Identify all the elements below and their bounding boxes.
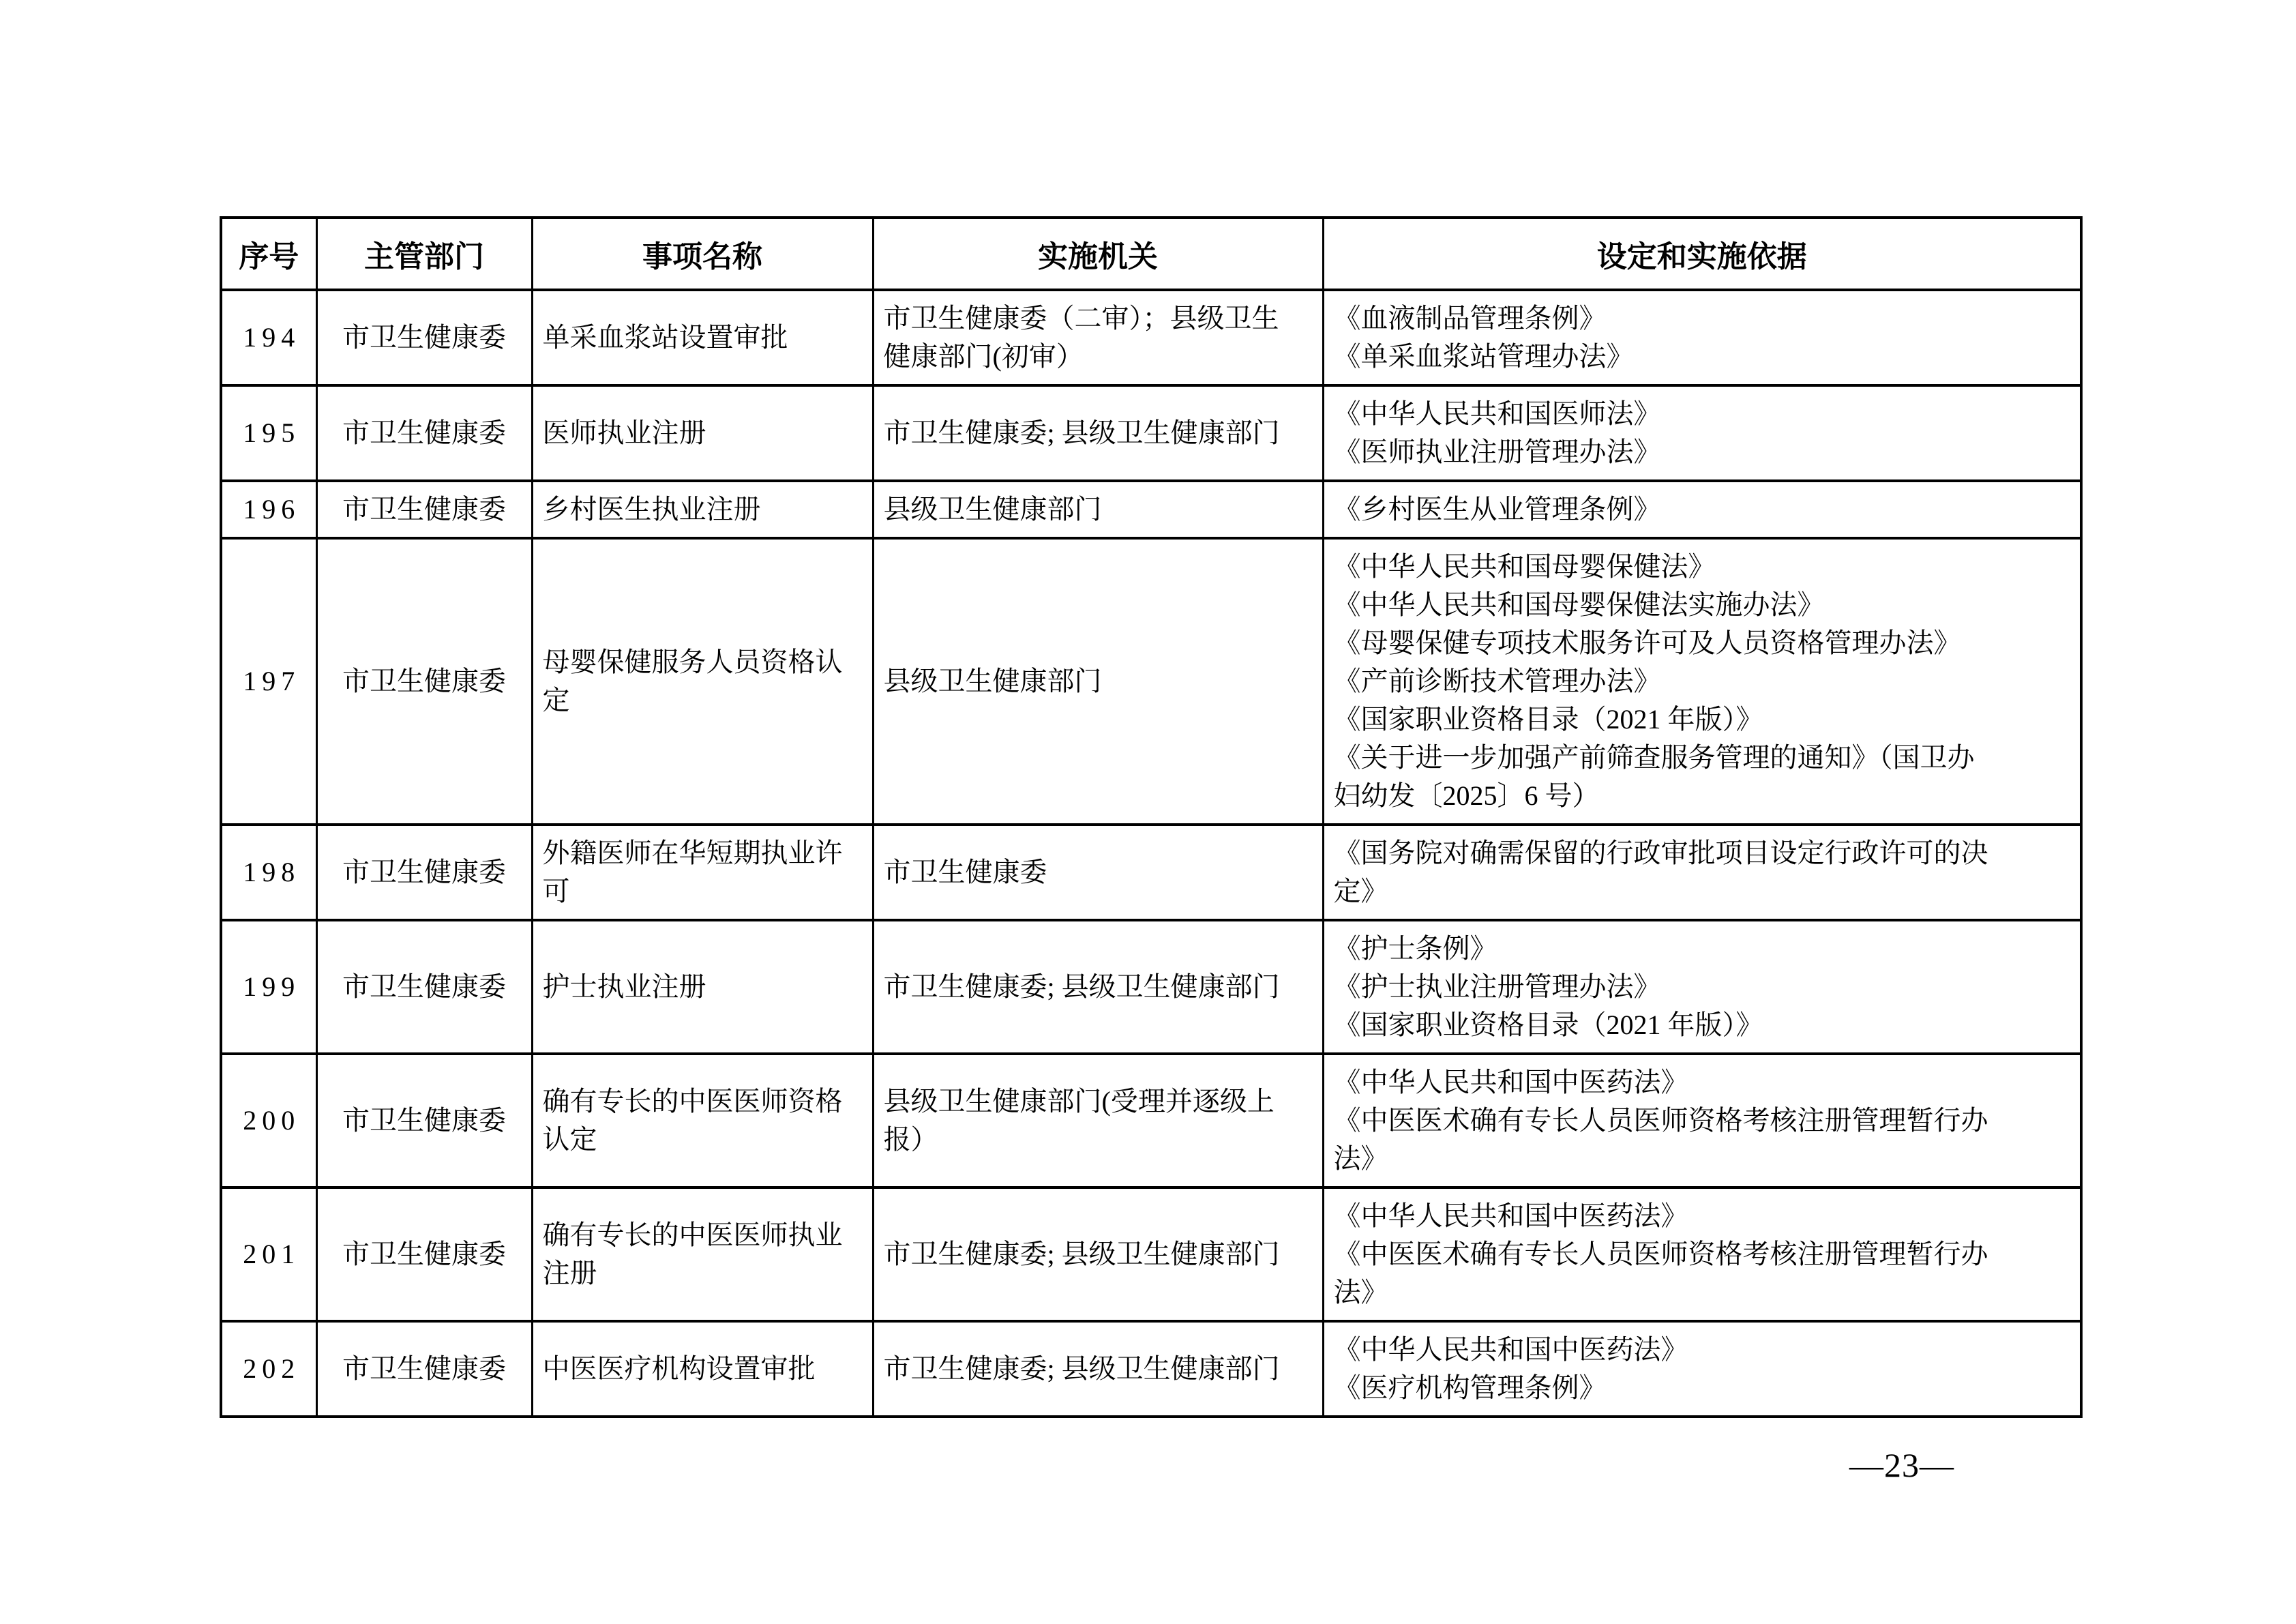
basis-line: 《单采血浆站管理办法》: [1333, 341, 1634, 372]
basis-line: 《中华人民共和国母婴保健法》: [1333, 551, 1716, 582]
basis-line: 《医师执业注册管理办法》: [1333, 437, 1661, 467]
basis-line: 《中医医术确有专长人员医师资格考核注册管理暂行办法》: [1333, 1239, 1988, 1308]
item-name-cell: 乡村医生执业注册: [532, 481, 873, 538]
agency-cell: 市卫生健康委; 县级卫生健康部门: [873, 1321, 1323, 1417]
row-number-cell: 196: [221, 481, 316, 538]
basis-line: 《国家职业资格目录（2021 年版）》: [1333, 704, 1763, 735]
basis-line: 《中华人民共和国母婴保健法实施办法》: [1333, 589, 1825, 620]
table-row: [221, 920, 2081, 1054]
basis-line: 《国家职业资格目录（2021 年版）》: [1333, 1009, 1763, 1040]
page-number: —23—: [1849, 1446, 1954, 1484]
agency-cell: 市卫生健康委: [873, 825, 1323, 920]
column-header-item-name: 事项名称: [532, 218, 873, 290]
table-row: [221, 481, 2081, 538]
basis-line: 《母婴保健专项技术服务许可及人员资格管理办法》: [1333, 628, 1961, 658]
basis-cell: [1323, 1187, 2081, 1321]
approval-items-table: [220, 216, 2083, 1418]
basis-line: 《中医医术确有专长人员医师资格考核注册管理暂行办法》: [1333, 1105, 1988, 1174]
item-name-cell: 护士执业注册: [532, 920, 873, 1054]
department-cell: 市卫生健康委: [316, 290, 532, 385]
department-cell: 市卫生健康委: [316, 481, 532, 538]
basis-cell: [1323, 825, 2081, 920]
agency-cell: 市卫生健康委（二审）；县级卫生健康部门(初审）: [873, 290, 1323, 385]
basis-cell: [1323, 1321, 2081, 1417]
basis-line: 《血液制品管理条例》: [1333, 303, 1607, 334]
row-number-cell: 202: [221, 1321, 316, 1417]
row-number-cell: 201: [221, 1187, 316, 1321]
basis-line: 《中华人民共和国医师法》: [1333, 398, 1661, 429]
row-number-cell: 200: [221, 1054, 316, 1187]
basis-line: 《护士条例》: [1333, 933, 1497, 964]
table-row: [221, 385, 2081, 481]
agency-cell: 市卫生健康委; 县级卫生健康部门: [873, 920, 1323, 1054]
item-name-cell: 单采血浆站设置审批: [532, 290, 873, 385]
item-name-cell: 确有专长的中医医师资格认定: [532, 1054, 873, 1187]
department-cell: 市卫生健康委: [316, 385, 532, 481]
row-number-cell: 195: [221, 385, 316, 481]
column-header-basis: 设定和实施依据: [1323, 218, 2081, 290]
department-cell: 市卫生健康委: [316, 825, 532, 920]
item-name-cell: 中医医疗机构设置审批: [532, 1321, 873, 1417]
basis-line: 《关于进一步加强产前筛查服务管理的通知》（国卫办妇幼发〔2025〕6 号）: [1333, 742, 1975, 811]
basis-cell: [1323, 385, 2081, 481]
column-header-no: 序号: [221, 218, 316, 290]
department-cell: 市卫生健康委: [316, 1187, 532, 1321]
basis-cell: [1323, 920, 2081, 1054]
agency-cell: 县级卫生健康部门(受理并逐级上报）: [873, 1054, 1323, 1187]
column-header-department: 主管部门: [316, 218, 532, 290]
basis-cell: [1323, 290, 2081, 385]
department-cell: 市卫生健康委: [316, 920, 532, 1054]
basis-line: 《产前诊断技术管理办法》: [1333, 666, 1661, 696]
basis-line: 《乡村医生从业管理条例》: [1333, 494, 1661, 525]
basis-line: 《护士执业注册管理办法》: [1333, 971, 1661, 1002]
column-header-agency: 实施机关: [873, 218, 1323, 290]
agency-cell: 县级卫生健康部门: [873, 538, 1323, 825]
basis-line: 《中华人民共和国中医药法》: [1333, 1200, 1688, 1231]
header-row: [221, 218, 2081, 290]
basis-cell: [1323, 1054, 2081, 1187]
basis-line: 《国务院对确需保留的行政审批项目设定行政许可的决定》: [1333, 838, 1988, 906]
table-row: [221, 1187, 2081, 1321]
row-number-cell: 198: [221, 825, 316, 920]
row-number-cell: 199: [221, 920, 316, 1054]
basis-cell: [1323, 481, 2081, 538]
basis-line: 《中华人民共和国中医药法》: [1333, 1334, 1688, 1365]
item-name-cell: 医师执业注册: [532, 385, 873, 481]
table-row: [221, 1321, 2081, 1417]
row-number-cell: 194: [221, 290, 316, 385]
agency-cell: 县级卫生健康部门: [873, 481, 1323, 538]
item-name-cell: 外籍医师在华短期执业许可: [532, 825, 873, 920]
department-cell: 市卫生健康委: [316, 1054, 532, 1187]
basis-line: 《中华人民共和国中医药法》: [1333, 1067, 1688, 1097]
department-cell: 市卫生健康委: [316, 1321, 532, 1417]
basis-line: 《医疗机构管理条例》: [1333, 1372, 1607, 1403]
row-number-cell: 197: [221, 538, 316, 825]
agency-cell: 市卫生健康委; 县级卫生健康部门: [873, 385, 1323, 481]
item-name-cell: 母婴保健服务人员资格认定: [532, 538, 873, 825]
table-row: [221, 1054, 2081, 1187]
table-row: [221, 825, 2081, 920]
item-name-cell: 确有专长的中医医师执业注册: [532, 1187, 873, 1321]
table-row: [221, 290, 2081, 385]
agency-cell: 市卫生健康委; 县级卫生健康部门: [873, 1187, 1323, 1321]
basis-cell: [1323, 538, 2081, 825]
table-row: [221, 538, 2081, 825]
department-cell: 市卫生健康委: [316, 538, 532, 825]
